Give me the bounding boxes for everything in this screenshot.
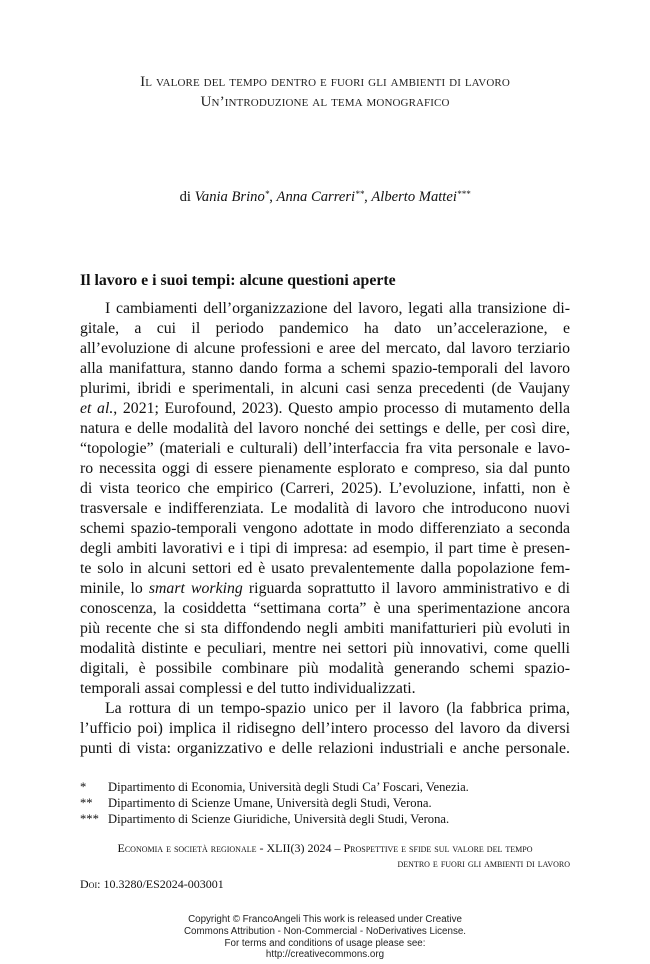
license-notice <box>0 914 650 961</box>
license-line: Commons Attribution - Non-Commercial - NoDerivatives License. <box>183 925 467 937</box>
text-line: natura e delle modalità del lavoro nonché dei settings e delle, per così dire, <box>80 420 570 437</box>
author-footnote-mark: * <box>264 189 270 199</box>
text-line: all’evoluzione di alcune professioni e aree del mercato, dal lavoro terziario <box>80 340 570 357</box>
footnote <box>80 811 449 827</box>
text-line: alla manifattura, stanno dando forma a schemi spazio-temporali del lavoro <box>80 360 570 377</box>
doi-label: Doi: <box>80 877 101 891</box>
text-line: l’ufficio poi) implica il ridisegno dell’intero processo del lavoro da diversi <box>80 720 570 737</box>
text-line: digitali, è possibile combinare più modalità generando schemi spazio- <box>80 660 570 677</box>
text-line: et al., 2021; Eurofound, 2023). Questo ampio processo di mutamento della <box>80 400 570 417</box>
text-line: degli ambiti lavorativi e i tipi di impresa: ad esempio, il part time è presen- <box>80 540 570 557</box>
body-paragraph-1 <box>80 299 570 699</box>
text-line: conoscenza, la cosiddetta “settimana corta” è una sperimentazione ancora <box>80 600 570 617</box>
author-name: Anna Carreri <box>276 189 356 205</box>
footnote-mark: * <box>80 780 87 794</box>
doi-value: 10.3280/ES2024-003001 <box>103 877 224 891</box>
text-line: temporali assai complessi e del tutto individualizzati. <box>80 680 416 697</box>
text-line: “topologie” (materiali e culturali) dell’interfaccia fra vita personale e lavo- <box>80 440 570 457</box>
text-line: trasversale e indifferenziata. Le modalità di lavoro che introducono nuovi <box>80 500 570 517</box>
author-line: di Vania Brino*, Anna Carreri**, Alberto Mattei*** <box>179 189 471 205</box>
text-line: I cambiamenti dell’organizzazione del lavoro, legati alla transizione di- <box>105 300 570 317</box>
text-line: punti di vista: organizzativo e delle relazioni industriali e anche personale. <box>80 740 570 757</box>
text-line: te solo in alcuni settori ed è usato prevalentemente dalla popolazione fem- <box>80 560 570 577</box>
issue-info: - XLII(3) 2024 – <box>259 841 341 855</box>
text-line: più recente che si sta diffondendo negli ambiti manifatturieri più evoluti in <box>80 620 570 637</box>
journal-name: Economia e società regionale <box>117 841 257 855</box>
author-footnote-mark: *** <box>456 189 471 199</box>
footnote-text: Dipartimento di Scienze Umane, Università degli Studi, Verona. <box>108 796 432 810</box>
text-line: modalità distinte e peculiari, mentre nei settori più innovativi, come quelli <box>80 640 570 657</box>
doi <box>80 877 224 892</box>
author-name: Vania Brino <box>194 189 265 205</box>
license-line: For terms and conditions of usage please see: <box>224 937 426 949</box>
text-line: ro necessita oggi di essere pienamente esplorato e compreso, sia dal punto <box>80 460 570 477</box>
footnote-mark: ** <box>80 796 93 810</box>
footnote <box>80 779 469 795</box>
article-title-line-2: Un’introduzione al tema monografico <box>200 93 450 110</box>
footnote <box>80 795 432 811</box>
text-line: plurimi, ibridi e sperimentali, in alcuni casi senza precedenti (de Vaujany <box>80 380 570 397</box>
running-footer <box>0 841 650 856</box>
italic-emphasis: et al. <box>80 400 114 417</box>
text-line: La rottura di un tempo-spazio unico per il lavoro (la fabbrica prima, <box>105 700 570 717</box>
section-heading: Il lavoro e i suoi tempi: alcune questioni aperte <box>80 272 396 289</box>
license-line: Copyright © FrancoAngeli This work is released under Creative <box>188 914 462 925</box>
section-title-line-2: dentro e fuori gli ambienti di lavoro <box>397 856 570 870</box>
author-footnote-mark: ** <box>355 189 365 199</box>
body-paragraph-2 <box>80 699 570 759</box>
author-prefix: di <box>179 189 191 205</box>
text-line: gitale, a cui il periodo pandemico ha dato un’accelerazione, e <box>80 320 570 337</box>
article-title-line-1: Il valore del tempo dentro e fuori gli ambienti di lavoro <box>140 73 510 90</box>
text-line: minile, lo smart working riguarda soprattutto il lavoro amministrativo e di <box>80 580 570 597</box>
text-line: di vista teorico che empirico (Carreri, 2025). L’evoluzione, infatti, non è <box>80 480 570 497</box>
section-title-line-1: Prospettive e sfide sul valore del tempo <box>343 841 533 855</box>
text-line: schemi spazio-temporali vengono adottate in modo differenziato a seconda <box>80 520 570 537</box>
footnote-text: Dipartimento di Scienze Giuridiche, Università degli Studi, Verona. <box>108 812 450 826</box>
license-link[interactable]: http://creativecommons.org <box>265 949 385 961</box>
footnote-text: Dipartimento di Economia, Università degli Studi Ca’ Foscari, Venezia. <box>108 780 469 794</box>
author-name: Alberto Mattei <box>371 189 457 205</box>
footnote-mark: *** <box>80 812 99 826</box>
italic-emphasis: smart working <box>148 580 243 597</box>
